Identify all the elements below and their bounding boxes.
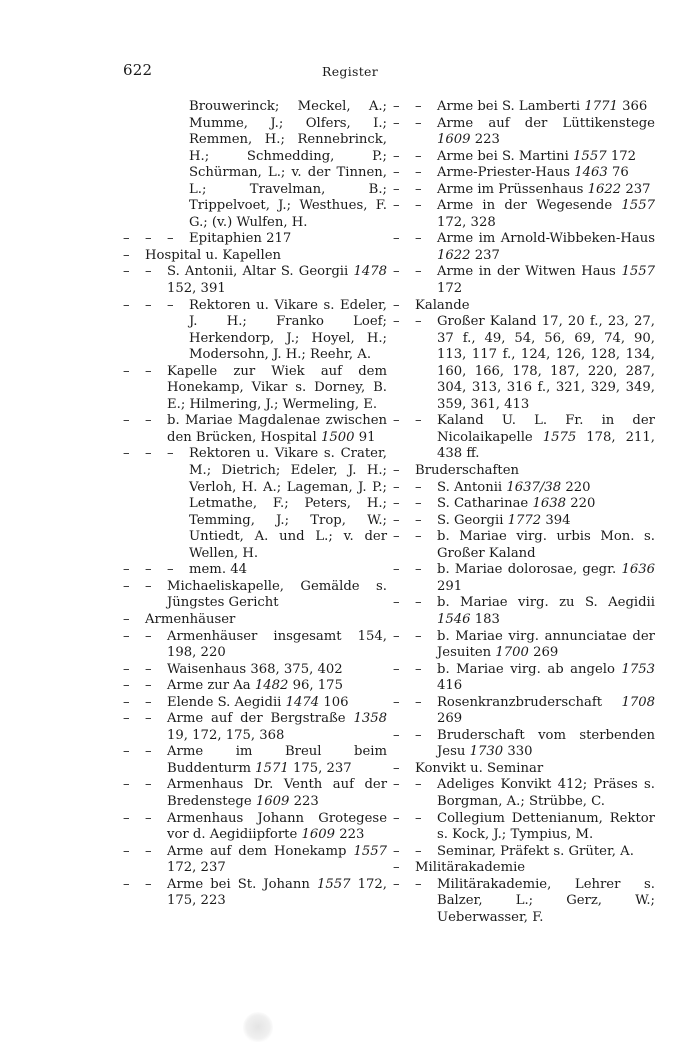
entry-pages: 237 <box>474 247 500 263</box>
level-dashes: – – <box>123 413 152 429</box>
index-entry <box>123 612 387 629</box>
level-dashes: – – <box>393 810 422 826</box>
index-entry <box>123 695 387 712</box>
entry-text <box>415 463 655 480</box>
entry-label: Rektoren u. Vikare s. Edeler, J. H.; Franko Loef; Herkendorp, J.; Hoyel, H.; Modersohn, J. H.; Reehr, A. <box>189 297 387 363</box>
entry-text <box>437 844 655 861</box>
entry-label: Bruderschaft vom sterbenden Jesu <box>437 727 655 760</box>
entry-label: Brouwerinck; Meckel, A.; Mumme, J.; Olfers, I.; Remmen, H.; Rennebrinck, H.; Schmedding, P.; Schürman, L.; v. der Tinnen, L.; Travelman, B.; Trippelvoet, J.; Westhues, F. G.; (v.) Wulfen, H. <box>189 99 387 230</box>
entry-pages: 106 <box>323 694 349 710</box>
index-entry <box>123 562 387 579</box>
level-dashes: – – – <box>123 562 174 578</box>
index-entry <box>393 562 655 595</box>
level-dashes: – – <box>123 628 152 644</box>
index-entry <box>123 231 387 248</box>
library-stamp-icon <box>243 1012 273 1042</box>
entry-label: Michaeliskapelle, Gemälde s. Jüngstes Gericht <box>167 578 387 611</box>
level-dashes: – – <box>393 198 422 214</box>
entry-text <box>167 744 387 777</box>
index-entry <box>393 728 655 761</box>
entry-label: Arme auf der Lüttikenstege <box>437 115 655 131</box>
entry-year: 1771 <box>584 99 618 114</box>
entry-pages: 366 <box>622 99 648 114</box>
index-entry <box>123 711 387 744</box>
level-dashes: – <box>123 611 130 627</box>
level-dashes: – – <box>123 711 152 727</box>
entry-label: b. Mariae Magdalenae zwischen den Brücken, Hospital <box>167 413 387 445</box>
entry-text <box>415 761 655 778</box>
entry-text <box>167 364 387 414</box>
entry-pages: 394 <box>545 512 571 528</box>
entry-year: 1730 <box>469 744 504 760</box>
entry-year: 1609 <box>437 132 471 148</box>
index-entry <box>393 116 655 149</box>
index-entry <box>393 877 655 927</box>
entry-year: 1575 <box>542 429 577 445</box>
entry-text <box>167 678 387 695</box>
level-dashes: – – – <box>123 446 174 462</box>
entry-label: Waisenhaus 368, 375, 402 <box>167 661 343 677</box>
entry-pages: 223 <box>293 793 319 809</box>
entry-pages: 223 <box>339 827 365 843</box>
index-entry <box>123 264 387 297</box>
entry-label: Arme auf der Bergstraße <box>167 711 346 727</box>
entry-text <box>189 231 387 248</box>
entry-label: Seminar, Präfekt s. Grüter, A. <box>437 843 634 859</box>
level-dashes: – – <box>123 843 152 859</box>
entry-text <box>415 298 655 315</box>
index-entry <box>393 165 655 182</box>
running-head: Register <box>321 64 379 79</box>
index-entry <box>393 595 655 628</box>
entry-text <box>167 413 387 446</box>
index-entry <box>393 860 655 877</box>
level-dashes: – – <box>393 479 422 495</box>
level-dashes: – – <box>393 628 422 644</box>
index-entry <box>393 231 655 264</box>
entry-label: Kaland U. L. Fr. in der Nicolaikapelle <box>437 413 655 445</box>
entry-year: 1557 <box>621 198 655 214</box>
level-dashes: – <box>393 463 400 479</box>
entry-text <box>167 877 387 910</box>
entry-label: Arme im Breul beim Buddenturm <box>167 744 387 776</box>
level-dashes: – – <box>123 810 152 826</box>
entry-pages: 416 <box>437 678 463 694</box>
entry-label: Rektoren u. Vikare s. Crater, M.; Dietrich; Edeler, J. H.; Verloh, H. A.; Lageman, J. P.; Letmathe, F.; Peters, H.; Temming, J.; Trop, W.; Untiedt, A. und L.; v. der Wellen, H. <box>189 446 387 561</box>
index-entry <box>393 529 655 562</box>
entry-label: S. Antonii <box>437 479 503 495</box>
entry-year: 1708 <box>621 694 655 710</box>
index-entry <box>123 877 387 910</box>
index-entry <box>393 413 655 463</box>
index-entry <box>393 811 655 844</box>
level-dashes: – – <box>123 363 152 379</box>
entry-label: Militärakademie, Lehrer s. Balzer, L.; Gerz, W.; Ueberwasser, F. <box>437 876 655 925</box>
entry-pages: 269 <box>533 645 559 661</box>
entry-label: Arme zur Aa <box>167 678 251 694</box>
entry-year: 1772 <box>507 512 542 528</box>
page-number: 622 <box>123 61 153 79</box>
index-entry <box>123 844 387 877</box>
level-dashes: – – <box>123 777 152 793</box>
level-dashes: – – <box>123 578 152 594</box>
entry-year: 1546 <box>437 611 471 627</box>
entry-year: 1557 <box>353 843 387 859</box>
entry-text <box>437 116 655 149</box>
index-entry <box>123 811 387 844</box>
entry-pages: 330 <box>507 744 533 760</box>
index-entry <box>123 413 387 446</box>
entry-text <box>167 264 387 297</box>
index-entry <box>393 629 655 662</box>
entry-label: Bruderschaften <box>415 463 520 479</box>
entry-text <box>437 198 655 231</box>
index-entry <box>393 844 655 861</box>
index-entry <box>393 513 655 530</box>
entry-text <box>167 811 387 844</box>
entry-text <box>437 513 655 530</box>
level-dashes: – – <box>393 562 422 578</box>
level-dashes: – <box>393 760 400 776</box>
entry-label: Armenhäuser insgesamt 154, 198, 220 <box>167 628 387 661</box>
entry-pages: 269 <box>437 711 463 727</box>
entry-text <box>437 231 655 264</box>
entry-year: 1474 <box>285 694 320 710</box>
entry-text <box>437 480 655 497</box>
level-dashes: – – <box>393 413 422 429</box>
entry-text <box>167 844 387 877</box>
entry-text <box>437 562 655 595</box>
entry-label: Konvikt u. Seminar <box>415 760 544 776</box>
entry-label: S. Georgii <box>437 512 504 528</box>
entry-label: Rosenkranzbruderschaft <box>437 694 603 710</box>
entry-pages: 91 <box>358 429 376 445</box>
entry-label: Kapelle zur Wiek auf dem Honekamp, Vikar s. Dorney, B. E.; Hilmering, J.; Wermeling, E. <box>167 363 387 412</box>
entry-label: Militärakademie <box>415 860 526 876</box>
entry-label: Kalande <box>415 297 470 313</box>
entry-year: 1500 <box>320 429 355 445</box>
entry-pages: 172 <box>610 148 636 164</box>
level-dashes: – – <box>123 694 152 710</box>
entry-year: 1463 <box>574 165 608 181</box>
level-dashes: – – <box>123 678 152 694</box>
entry-text <box>189 562 387 579</box>
index-entry <box>393 198 655 231</box>
index-entry <box>393 182 655 199</box>
entry-label: mem. 44 <box>189 562 247 578</box>
entry-label: Arme-Priester-Haus <box>437 165 571 181</box>
level-dashes: – <box>393 297 400 313</box>
entry-pages: 96, 175 <box>292 678 343 694</box>
entry-text <box>437 777 655 810</box>
entry-text <box>437 662 655 695</box>
index-entry <box>393 149 655 166</box>
level-dashes: – – <box>393 165 422 181</box>
entry-pages: 178, 211, 438 ff. <box>437 429 655 462</box>
index-entry <box>123 777 387 810</box>
entry-pages: 183 <box>474 611 500 627</box>
level-dashes: – <box>123 247 130 263</box>
entry-label: Arme in der Witwen Haus <box>437 264 616 280</box>
entry-text <box>437 496 655 513</box>
entry-label: Hospital u. Kapellen <box>145 247 282 263</box>
level-dashes: – – <box>123 876 152 892</box>
level-dashes: – – <box>393 231 422 247</box>
level-dashes: – – <box>393 264 422 280</box>
level-dashes: – – <box>393 777 422 793</box>
entry-text <box>145 612 387 629</box>
entry-pages: 76 <box>612 165 629 181</box>
level-dashes: – – <box>123 661 152 677</box>
index-entry <box>393 463 655 480</box>
entry-year: 1638 <box>532 496 567 512</box>
entry-text <box>437 264 655 297</box>
entry-year: 1557 <box>573 148 607 164</box>
entry-label: Armenhaus Johann Grotegese vor d. Aegidiipforte <box>167 810 387 843</box>
index-entry <box>393 761 655 778</box>
index-entry <box>393 99 655 116</box>
entry-label: S. Catharinae <box>437 496 529 512</box>
index-entry <box>393 264 655 297</box>
entry-label: Armenhaus Dr. Venth auf der Bredenstege <box>167 777 387 809</box>
level-dashes: – – – <box>123 231 174 247</box>
entry-pages: 220 <box>565 479 591 495</box>
entry-year: 1609 <box>255 793 290 809</box>
entry-year: 1700 <box>495 645 529 661</box>
entry-year: 1622 <box>437 247 471 263</box>
entry-year: 1753 <box>621 661 655 677</box>
entry-text <box>437 595 655 628</box>
entry-text <box>437 695 655 728</box>
entry-text <box>189 298 387 364</box>
index-entry <box>123 298 387 364</box>
entry-text <box>437 629 655 662</box>
entry-text <box>437 99 655 116</box>
level-dashes: – <box>393 860 400 876</box>
entry-text <box>437 149 655 166</box>
entry-label: Epitaphien 217 <box>189 231 292 247</box>
entry-label: Arme auf dem Honekamp <box>167 843 347 859</box>
entry-text <box>145 248 387 265</box>
entry-year: 1482 <box>254 678 289 694</box>
entry-pages: 220 <box>570 496 596 512</box>
entry-label: S. Antonii, Altar S. Georgii <box>167 264 349 280</box>
entry-label: Collegium Dettenianum, Rektor s. Kock, J.; Tympius, M. <box>437 810 655 843</box>
entry-year: 1636 <box>621 562 655 578</box>
index-column-right <box>393 99 655 926</box>
entry-label: b. Mariae dolorosae, gegr. <box>437 562 617 578</box>
entry-pages: 172 <box>437 281 463 297</box>
entry-label: Elende S. Aegidii <box>167 694 282 710</box>
entry-text <box>437 413 655 463</box>
index-entry <box>123 678 387 695</box>
index-entry <box>123 99 387 231</box>
entry-year: 1637/38 <box>506 479 562 495</box>
level-dashes: – – <box>393 595 422 611</box>
entry-text <box>189 99 387 231</box>
level-dashes: – – <box>393 694 422 710</box>
entry-text <box>437 728 655 761</box>
entry-label: Arme im Arnold-Wibbeken-Haus <box>437 231 655 247</box>
entry-pages: 291 <box>437 578 463 594</box>
entry-pages: 172, 328 <box>437 214 496 230</box>
entry-pages: 19, 172, 175, 368 <box>167 727 285 743</box>
level-dashes: – – <box>393 99 422 114</box>
index-entry <box>393 480 655 497</box>
entry-text <box>437 182 655 199</box>
entry-text <box>167 777 387 810</box>
index-column-left <box>123 99 387 910</box>
level-dashes: – – <box>393 496 422 512</box>
entry-year: 1571 <box>255 760 289 776</box>
entry-pages: 152, 391 <box>167 281 226 297</box>
entry-text <box>437 314 655 413</box>
level-dashes: – – <box>393 727 422 743</box>
index-entry <box>393 314 655 413</box>
entry-pages: 237 <box>625 181 651 197</box>
level-dashes: – – <box>393 314 422 330</box>
entry-year: 1622 <box>587 181 622 197</box>
level-dashes: – – <box>393 115 422 131</box>
entry-text <box>437 529 655 562</box>
entry-pages: 172, 237 <box>167 860 226 876</box>
entry-label: b. Mariae virg. zu S. Aegidii <box>437 595 655 611</box>
level-dashes: – – <box>393 661 422 677</box>
entry-label: Armenhäuser <box>145 611 236 627</box>
index-entry <box>123 364 387 414</box>
level-dashes: – – <box>123 744 152 760</box>
level-dashes: – – <box>393 148 422 164</box>
level-dashes: – – <box>393 512 422 528</box>
entry-text <box>167 662 387 679</box>
entry-label: Arme in der Wegesende <box>437 198 613 214</box>
entry-text <box>167 695 387 712</box>
entry-label: Adeliges Konvikt 412; Präses s. Borgman, A.; Strübbe, C. <box>437 777 655 809</box>
index-entry <box>393 662 655 695</box>
index-entry <box>123 579 387 612</box>
entry-year: 1557 <box>316 876 351 892</box>
entry-year: 1609 <box>301 827 336 843</box>
index-entry <box>123 662 387 679</box>
entry-label: b. Mariae virg. ab angelo <box>437 661 615 677</box>
entry-pages: 172, 175, 223 <box>167 876 387 909</box>
entry-pages: 223 <box>474 132 500 148</box>
entry-year: 1478 <box>353 264 387 280</box>
entry-label: b. Mariae virg. annunciatae der Jesuiten <box>437 628 655 661</box>
entry-year: 1358 <box>353 711 387 727</box>
entry-text <box>415 860 655 877</box>
level-dashes: – – <box>393 529 422 545</box>
entry-text <box>167 711 387 744</box>
level-dashes: – – <box>393 181 422 197</box>
entry-text <box>167 629 387 662</box>
entry-label: Arme bei S. Martini <box>437 148 569 164</box>
level-dashes: – – <box>393 876 422 892</box>
index-entry <box>393 298 655 315</box>
index-entry <box>123 629 387 662</box>
entry-label: Großer Kaland 17, 20 f., 23, 27, 37 f., 49, 54, 56, 69, 74, 90, 113, 117 f., 124, 126, 128, 134, 160, 166, 178, 187, 220, 287, 304, 313, 316 f., 321, 329, 349, 359, 361, 413 <box>437 314 655 412</box>
entry-text <box>167 579 387 612</box>
entry-text <box>189 446 387 562</box>
entry-text <box>437 811 655 844</box>
entry-pages: 175, 237 <box>292 760 352 776</box>
level-dashes: – – – <box>123 297 174 313</box>
index-entry <box>393 496 655 513</box>
index-entry <box>123 248 387 265</box>
index-entry <box>123 744 387 777</box>
entry-year: 1557 <box>621 264 655 280</box>
level-dashes: – – <box>393 843 422 859</box>
entry-label: Arme im Prüssenhaus <box>437 181 584 197</box>
level-dashes: – – <box>123 264 152 280</box>
entry-label: b. Mariae virg. urbis Mon. s. Großer Kaland <box>437 529 655 561</box>
entry-label: Arme bei St. Johann <box>167 876 310 892</box>
index-entry <box>393 777 655 810</box>
entry-label: Arme bei S. Lamberti <box>437 99 581 114</box>
index-entry <box>123 446 387 562</box>
entry-text <box>437 877 655 927</box>
index-entry <box>393 695 655 728</box>
entry-text <box>437 165 655 182</box>
